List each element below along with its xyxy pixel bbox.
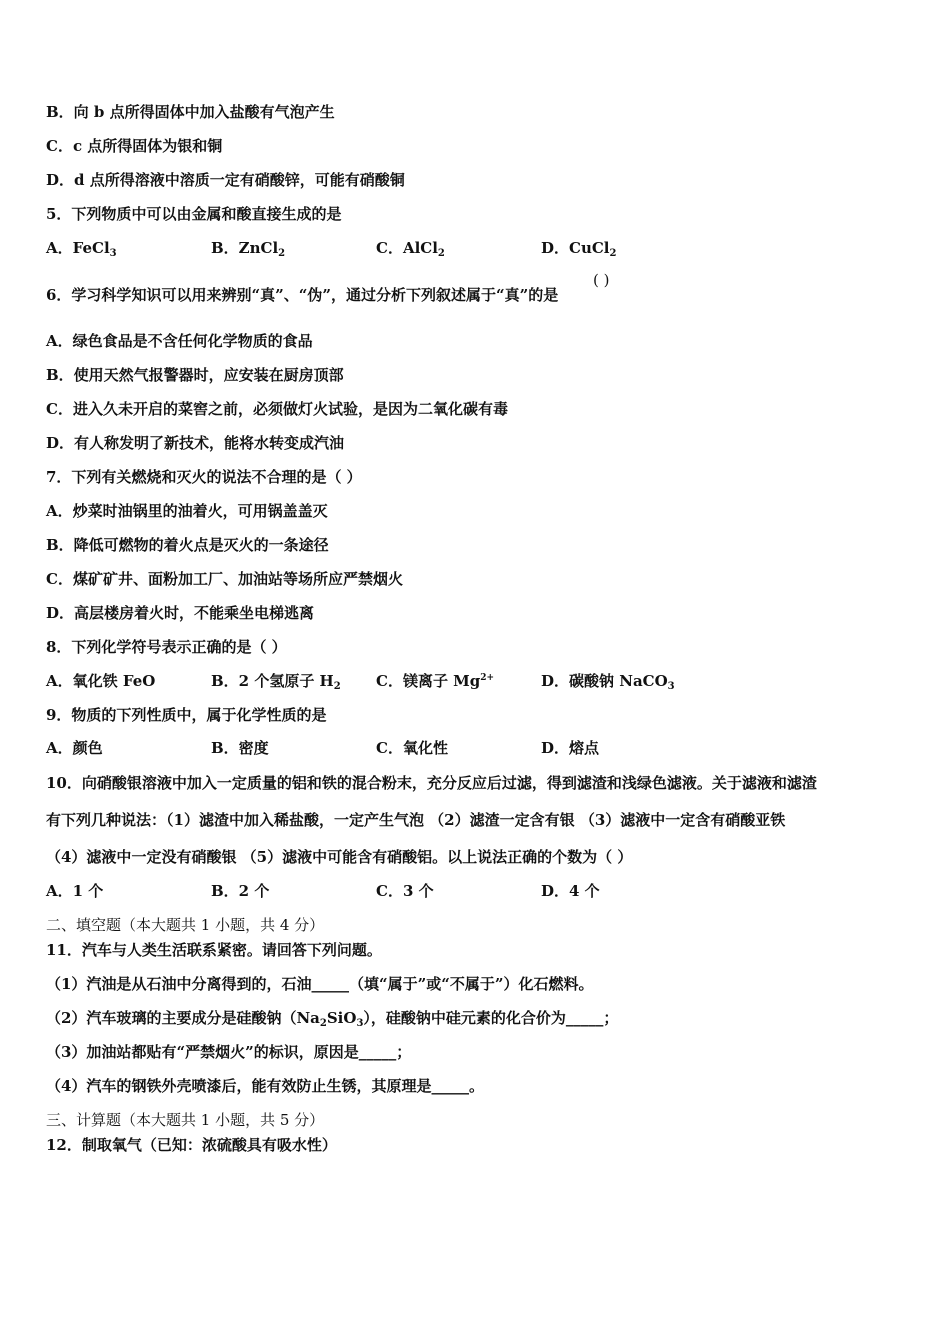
q10-stem-line1: 10．向硝酸银溶液中加入一定质量的铝和铁的混合粉末，充分反应后过滤，得到滤渣和浅绿色滤液。关于滤液和滤渣 (46, 774, 817, 792)
q11-stem: 11．汽车与人类生活联系紧密。请回答下列问题。 (46, 941, 382, 959)
q9-option-b: B．密度 (211, 739, 269, 757)
q5-options (46, 238, 706, 258)
q7-stem: 7．下列有关燃烧和灭火的说法不合理的是（ ） (46, 468, 362, 486)
q5-stem: 5．下列物质中可以由金属和酸直接生成的是 (46, 205, 342, 223)
q10-option-a: A．1 个 (46, 882, 104, 900)
q10-option-c: C．3 个 (376, 882, 434, 900)
q10-option-d: D．4 个 (541, 882, 600, 900)
q5-option-d: D．CuCl$_2$ (541, 239, 617, 259)
q7-option-d: D．高层楼房着火时，不能乘坐电梯逃离 (46, 604, 315, 622)
q7-option-a: A．炒菜时油锅里的油着火，可用锅盖盖灭 (46, 502, 328, 520)
q8-stem: 8．下列化学符号表示正确的是（ ） (46, 638, 287, 656)
q9-option-a: A．颜色 (46, 739, 103, 757)
q7-option-b: B．降低可燃物的着火点是灭火的一条途径 (46, 536, 329, 554)
q10-stem-line2: 有下列几种说法：（1）滤渣中加入稀盐酸，一定产生气泡 （2）滤渣一定含有银 （3）滤液中一定含有硝酸亚铁 (46, 811, 786, 829)
q6-option-b: B．使用天然气报警器时，应安装在厨房顶部 (46, 366, 344, 384)
q10-option-b: B．2 个 (211, 882, 270, 900)
q11-part-1: （1）汽油是从石油中分离得到的，石油_____（填“属于”或“不属于”）化石燃料。 (46, 975, 594, 993)
q9-stem: 9．物质的下列性质中，属于化学性质的是 (46, 706, 327, 724)
q4-option-d: D．d 点所得溶液中溶质一定有硝酸锌，可能有硝酸铜 (46, 171, 405, 189)
q6-option-a: A．绿色食品是不含任何化学物质的食品 (46, 332, 313, 350)
q9-option-d: D．熔点 (541, 739, 600, 757)
q8-options (46, 671, 706, 691)
q6-stem: 6．学习科学知识可以用来辨别“真”、“伪”，通过分析下列叙述属于“真”的是 (46, 286, 559, 304)
q8-option-b: B．2 个氢原子 $H_2$ (211, 672, 341, 692)
q10-stem-line3: （4）滤液中一定没有硝酸银 （5）滤液中可能含有硝酸铝。以上说法正确的个数为（ ） (46, 848, 633, 866)
q9-options (46, 738, 706, 758)
q4-option-c: C．c 点所得固体为银和铜 (46, 137, 223, 155)
q8-option-d: D．碳酸钠 NaCO$_3$ (541, 672, 675, 692)
q6-option-d: D．有人称发明了新技术，能将水转变成汽油 (46, 434, 345, 452)
q4-option-b: B．向 b 点所得固体中加入盐酸有气泡产生 (46, 103, 335, 121)
q10-options (46, 881, 706, 901)
q8-option-c: C．镁离子 $Mg^{2+}$ (376, 672, 495, 690)
q6-answer-paren: ( ) (593, 271, 610, 289)
q5-option-b: B．ZnCl$_2$ (211, 239, 286, 259)
q8-option-a: A．氧化铁 FeO (46, 672, 156, 690)
q11-part-3: （3）加油站都贴有“严禁烟火”的标识，原因是_____； (46, 1043, 412, 1061)
q11-part-2: （2）汽车玻璃的主要成分是硅酸钠$(Na_2SiO_3)$，硅酸钠中硅元素的化合价为_____； (46, 1009, 619, 1029)
section-3-heading: 三、计算题（本大题共 1 小题，共 5 分） (46, 1111, 325, 1129)
section-2-heading: 二、填空题（本大题共 1 小题，共 4 分） (46, 916, 325, 934)
q6-option-c: C．进入久未开启的菜窖之前，必须做灯火试验，是因为二氧化碳有毒 (46, 400, 508, 418)
q11-part-4: （4）汽车的钢铁外壳喷漆后，能有效防止生锈，其原理是_____。 (46, 1077, 484, 1095)
q5-option-a: A．FeCl$_3$ (46, 239, 117, 259)
q9-option-c: C．氧化性 (376, 739, 448, 757)
q12-stem: 12．制取氧气（已知：浓硫酸具有吸水性） (46, 1136, 337, 1154)
q5-option-c: C．AlCl$_2$ (376, 239, 445, 259)
q7-option-c: C．煤矿矿井、面粉加工厂、加油站等场所应严禁烟火 (46, 570, 403, 588)
